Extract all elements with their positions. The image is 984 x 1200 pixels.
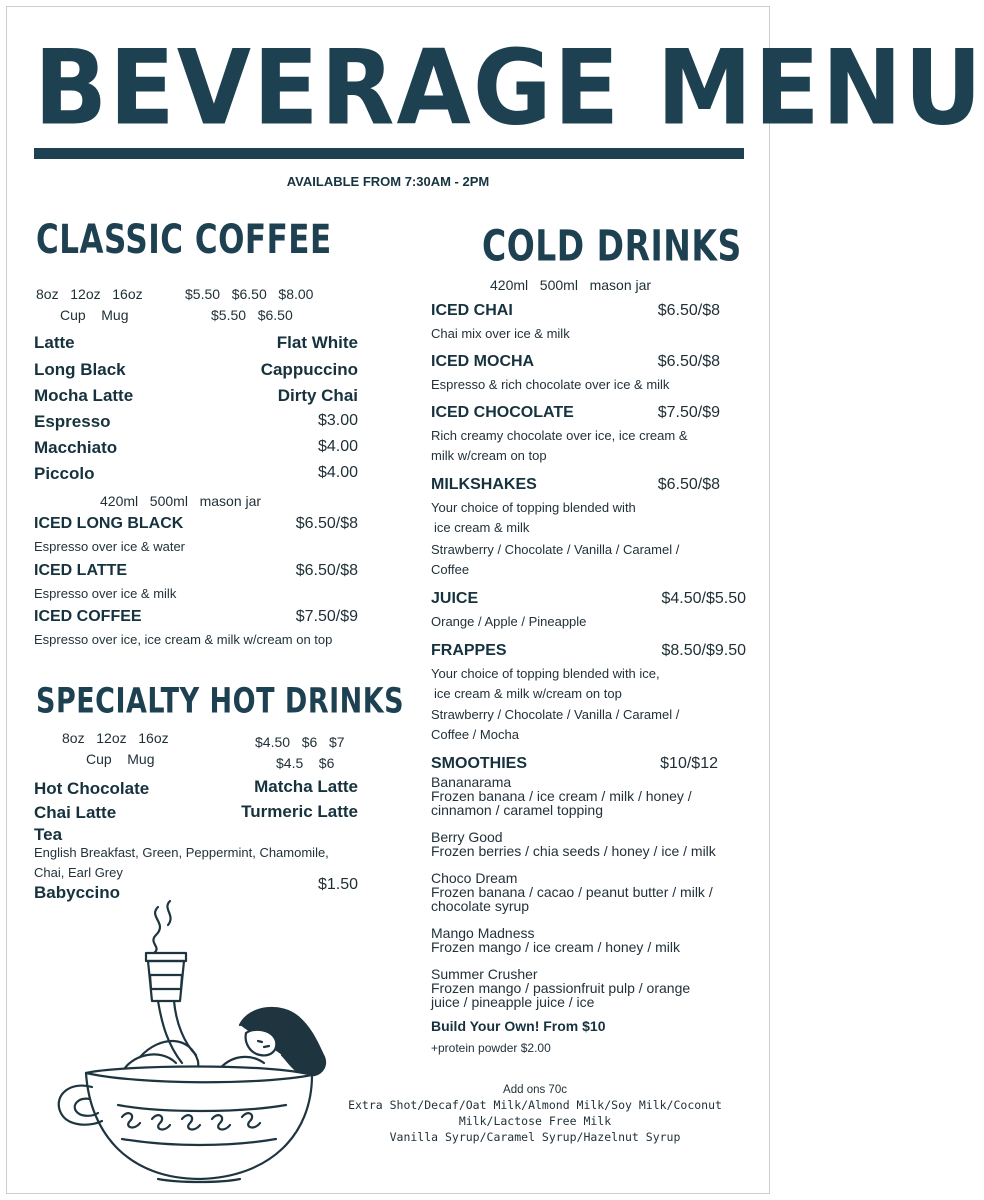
frappe-flavours-line-1: Strawberry / Chocolate / Vanilla / Caramel / [431,707,680,722]
price-milkshakes: $6.50/$8 [657,476,720,493]
desc-milkshakes-line-1: Your choice of topping blended with [431,500,636,515]
desc-iced-long-black: Espresso over ice & water [34,539,186,554]
item-babyccino: Babyccino [34,883,120,902]
woman-in-coffee-cup-illustration [50,895,350,1185]
item-iced-mocha: ICED MOCHA [431,353,535,370]
price-frappes: $8.50/$9.50 [661,642,746,659]
desc-iced-chocolate-line-2: milk w/cream on top [431,448,547,463]
item-dirty-chai: Dirty Chai [277,386,358,405]
protein-addon: +protein powder $2.00 [431,1041,551,1055]
specialty-sizes: 8oz 12oz 16oz [62,730,169,746]
addons-line-3: Vanilla Syrup/Caramel Syrup/Hazelnut Syrup [389,1130,681,1144]
addons-line-1: Extra Shot/Decaf/Oat Milk/Almond Milk/Soy Milk/Coconut [348,1098,722,1112]
price-iced-coffee: $7.50/$9 [295,608,358,625]
item-turmeric-latte: Turmeric Latte [241,802,358,821]
price-iced-long-black: $6.50/$8 [295,515,358,532]
desc-tea-line-2: Chai, Earl Grey [34,865,123,880]
item-milkshakes: MILKSHAKES [431,476,537,493]
classic-cup-mug: Cup Mug [60,307,129,323]
smoothie-choco-dream-desc-line-1: Frozen banana / cacao / peanut butter / milk / [431,884,713,900]
smoothie-choco-dream: Choco Dream [431,870,518,886]
item-chai-latte: Chai Latte [34,803,117,822]
specialty-heading: SPECIALTY HOT DRINKS [36,681,405,722]
item-juice: JUICE [431,590,479,607]
smoothie-mango-madness: Mango Madness [431,925,535,941]
smoothie-summer-crusher-desc-line-1: Frozen mango / passionfruit pulp / orange [431,980,691,996]
smoothie-choco-dream-desc-line-2: chocolate syrup [431,898,530,914]
milkshake-flavours-line-1: Strawberry / Chocolate / Vanilla / Caramel / [431,542,680,557]
frappe-flavours-line-2: Coffee / Mocha [431,727,519,742]
smoothie-berry-good-desc: Frozen berries / chia seeds / honey / ice / milk [431,843,716,859]
desc-iced-coffee: Espresso over ice, ice cream & milk w/cream on top [34,632,333,647]
price-babyccino: $1.50 [317,876,358,893]
smoothie-bananarama: Bananarama [431,774,512,790]
price-iced-chocolate: $7.50/$9 [657,404,720,421]
desc-iced-chocolate-line-1: Rich creamy chocolate over ice, ice cream & [431,428,688,443]
desc-iced-latte: Espresso over ice & milk [34,586,177,601]
classic-coffee-heading: CLASSIC COFFEE [36,216,332,264]
addons-title: Add ons 70c [503,1084,567,1096]
item-long-black: Long Black [34,360,126,379]
item-latte: Latte [34,333,75,352]
opening-hours: AVAILABLE FROM 7:30AM - 2PM [286,174,490,189]
price-juice: $4.50/$5.50 [661,590,746,607]
smoothie-summer-crusher: Summer Crusher [431,966,538,982]
addons-line-2: Milk/Lactose Free Milk [458,1114,612,1128]
price-smoothies: $10/$12 [660,755,718,772]
build-your-own: Build Your Own! From $10 [431,1018,606,1034]
item-espresso: Espresso [34,412,111,431]
iced-coffee-sizes: 420ml 500ml mason jar [100,493,262,509]
milkshake-flavours-line-2: Coffee [431,562,470,577]
cold-sizes: 420ml 500ml mason jar [490,277,652,293]
item-matcha-latte: Matcha Latte [254,777,358,796]
smoothie-berry-good: Berry Good [431,829,503,845]
item-mocha-latte: Mocha Latte [34,386,134,405]
smoothie-bananarama-desc-line-2: cinnamon / caramel topping [431,802,603,818]
smoothie-summer-crusher-desc-line-2: juice / pineapple juice / ice [431,994,595,1010]
specialty-cup-mug: Cup Mug [86,751,155,767]
desc-iced-mocha: Espresso & rich chocolate over ice & milk [431,377,670,392]
price-espresso: $3.00 [317,412,358,429]
price-iced-latte: $6.50/$8 [295,562,358,579]
classic-prices: $5.50 $6.50 $8.00 [185,286,314,302]
item-cappuccino: Cappuccino [260,360,358,379]
item-hot-chocolate: Hot Chocolate [34,779,150,798]
desc-tea-line-1: English Breakfast, Green, Peppermint, Chamomile, [34,845,329,860]
item-piccolo: Piccolo [34,464,95,483]
specialty-prices: $4.50 $6 $7 [255,734,345,750]
specialty-cup-mug-prices: $4.5 $6 [276,755,335,771]
smoothie-bananarama-desc-line-1: Frozen banana / ice cream / milk / honey / [431,788,692,804]
item-iced-latte: ICED LATTE [34,562,128,579]
item-tea: Tea [34,825,63,844]
classic-sizes: 8oz 12oz 16oz [36,286,143,302]
desc-milkshakes-line-2: ice cream & milk [434,520,530,535]
desc-iced-chai: Chai mix over ice & milk [431,326,570,341]
item-iced-long-black: ICED LONG BLACK [34,515,184,532]
desc-frappes-line-2: ice cream & milk w/cream on top [434,686,622,701]
title-underline [34,148,744,159]
item-iced-chai: ICED CHAI [431,302,513,319]
price-piccolo: $4.00 [317,464,358,481]
item-flat-white: Flat White [276,333,358,352]
smoothie-mango-madness-desc: Frozen mango / ice cream / honey / milk [431,939,680,955]
desc-frappes-line-1: Your choice of topping blended with ice, [431,666,660,681]
classic-cup-mug-prices: $5.50 $6.50 [211,307,293,323]
item-macchiato: Macchiato [34,438,118,457]
desc-juice: Orange / Apple / Pineapple [431,614,587,629]
price-iced-mocha: $6.50/$8 [657,353,720,370]
price-macchiato: $4.00 [317,438,358,455]
price-iced-chai: $6.50/$8 [657,302,720,319]
menu-title: BEVERAGE MENU [34,27,984,149]
item-smoothies: SMOOTHIES [431,755,528,772]
cold-drinks-heading: COLD DRINKS [482,220,742,271]
item-iced-chocolate: ICED CHOCOLATE [431,404,574,421]
item-iced-coffee: ICED COFFEE [34,608,142,625]
item-frappes: FRAPPES [431,642,507,659]
